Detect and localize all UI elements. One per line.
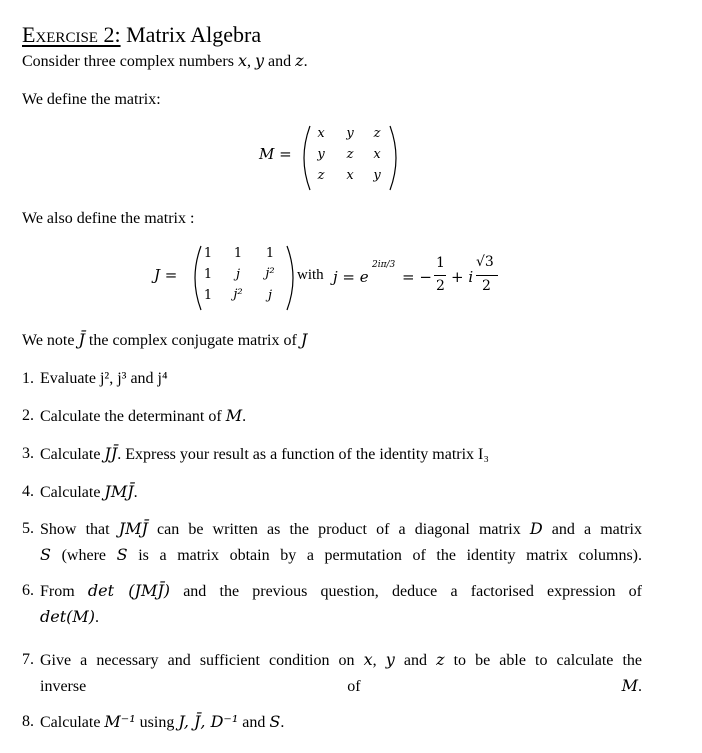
define-j-text: We also define the matrix : [22, 210, 195, 227]
note-text: We note J̄ the complex conjugate matrix of J [22, 330, 308, 349]
matrix-m-cell: y [346, 126, 354, 141]
question-8: 8. Calculate M⁻¹ using J, J̄, D⁻¹ and S. [22, 712, 285, 731]
matrix-m-cell: z [317, 168, 325, 183]
matrix-m-cell: x [346, 168, 354, 183]
exercise-topic: Matrix Algebra [120, 22, 262, 47]
plus-i: + i [451, 268, 474, 286]
question-7: 7. Give a necessary and sufficient condition on x, y and z to be able to calculate the inverse of M. [22, 650, 643, 695]
fraction-2-denominator: 2 [482, 278, 491, 294]
matrix-j-cell: 1 [203, 288, 213, 303]
fraction-1-numerator: 1 [436, 255, 445, 271]
matrix-j-cell: 1 [203, 246, 213, 261]
question-5: 5. Show that JMJ̄ can be written as the product of a diagonal matrix D and a matrix S (where S is a matrix obtain by a permutation of the identity matrix columns). [22, 519, 643, 564]
matrix-j-cell: j [235, 267, 241, 282]
matrix-m-cell: z [346, 147, 354, 162]
matrix-j-lhs: J = [154, 266, 178, 284]
matrix-m-cell: x [317, 126, 325, 141]
j-definition: j = e [333, 268, 369, 286]
with-text: with [297, 267, 324, 283]
intro-text: Consider three complex numbers x, y and z. [22, 51, 308, 70]
question-4: 4. Calculate JMJ̄. [22, 482, 138, 501]
matrix-j-cell: j² [265, 266, 275, 281]
matrix-j-cell: 1 [265, 246, 275, 261]
matrix-m-cell: z [373, 126, 381, 141]
matrix-m-cell: y [317, 147, 325, 162]
matrix-j-cell: 1 [233, 246, 243, 261]
question-6: 6. From det (JMJ̄) and the previous question, deduce a factorised expression of det(M). [22, 581, 643, 626]
question-1: 1. Evaluate j², j³ and j⁴ [22, 370, 168, 387]
matrix-j-cell: 1 [203, 267, 213, 282]
equals-minus: = − [402, 268, 432, 286]
fraction-2-numerator: √3 [476, 254, 494, 270]
question-3: 3. Calculate JJ̄. Express your result as a function of the identity matrix I₃ [22, 444, 489, 463]
j-exponent: 2iπ/3 [372, 260, 396, 270]
matrix-j-cell: j [267, 288, 273, 303]
question-2: 2. Calculate the determinant of M. [22, 406, 247, 425]
define-m-text: We define the matrix: [22, 91, 161, 108]
fraction-2-bar [476, 275, 498, 276]
exercise-number: Exercise 2: [22, 22, 121, 47]
matrix-m-cell: x [373, 147, 381, 162]
fraction-1-denominator: 2 [436, 278, 445, 294]
exercise-title [22, 22, 261, 48]
matrix-m-lhs: M = [259, 145, 292, 163]
matrix-m-cell: y [373, 168, 381, 183]
fraction-1-bar [434, 275, 446, 276]
matrix-j-cell: j² [233, 287, 243, 302]
